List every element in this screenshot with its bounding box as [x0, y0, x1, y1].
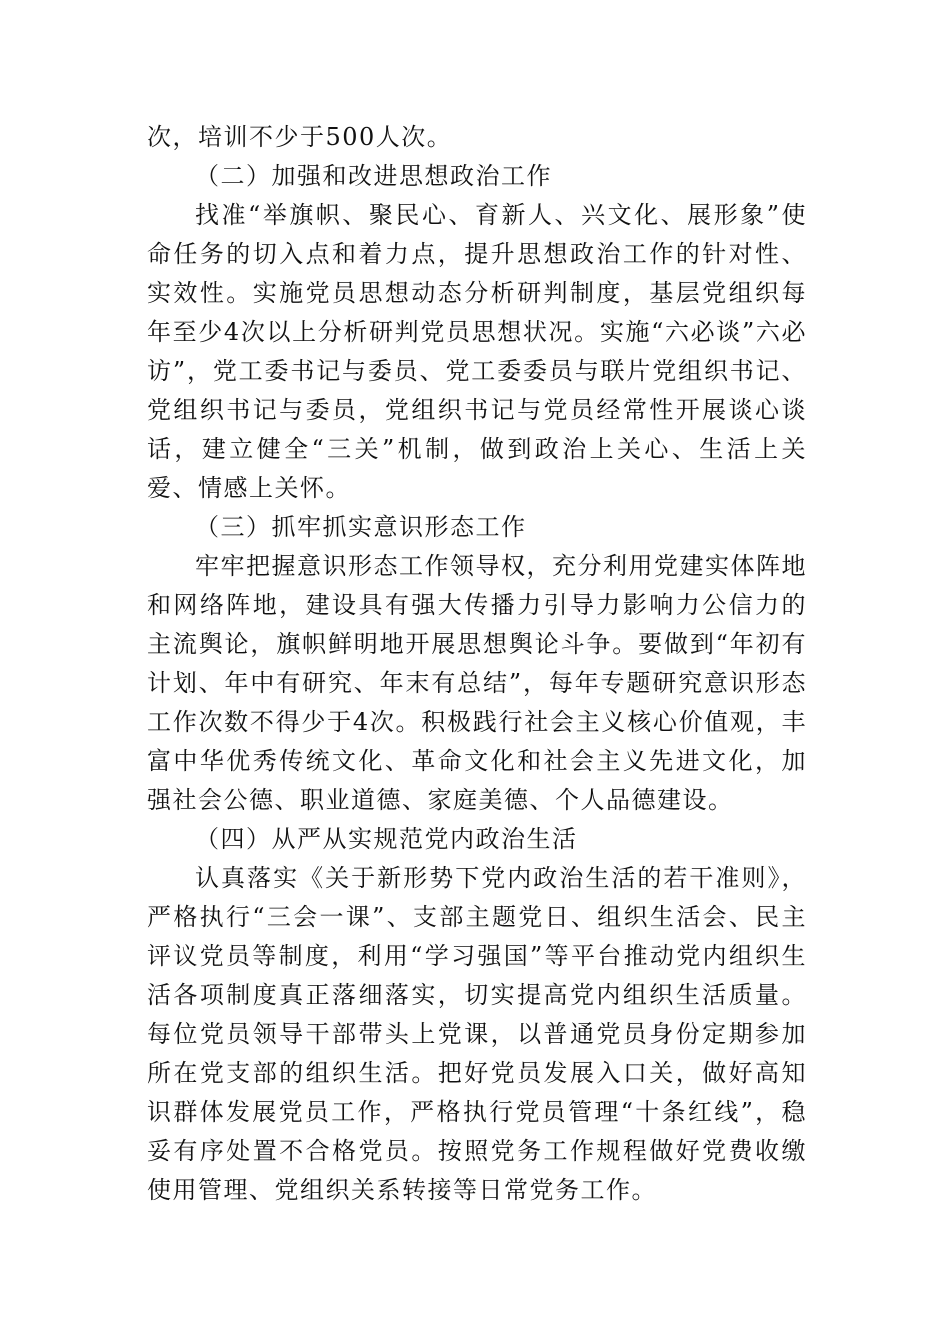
paragraph-ideology-work: 牢牢把握意识形态工作领导权，充分利用党建实体阵地和网络阵地，建设具有强大传播力引导力影响力公信力的主流舆论，旗帜鲜明地开展思想舆论斗争。要做到“年初有计划、年中有研究、年末有总结”，每年专题研究意识形态工作次数不得少于4次。积极践行社会主义核心价值观，丰富中华优秀传统文化、革命文化和社会主义先进文化，加强社会公德、职业道德、家庭美德、个人品德建设。 [147, 552, 807, 814]
section-heading-4: （四）从严从实规范党内政治生活 [195, 825, 578, 853]
paragraph-continuation: 次，培训不少于500人次。 [147, 123, 453, 151]
document-page [147, 118, 807, 1210]
section-heading-2: （二）加强和改进思想政治工作 [195, 162, 552, 190]
paragraph-ideological-work: 找准“举旗帜、聚民心、育新人、兴文化、展形象”使命任务的切入点和着力点，提升思想政治工作的针对性、实效性。实施党员思想动态分析研判制度，基层党组织每年至少4次以上分析研判党员思想状况。实施“六必谈”六必访”，党工委书记与委员、党工委委员与联片党组织书记、党组织书记与委员，党组织书记与党员经常性开展谈心谈话，建立健全“三关”机制，做到政治上关心、生活上关爱、情感上关怀。 [147, 201, 807, 502]
paragraph-party-life: 认真落实《关于新形势下党内政治生活的若干准则》，严格执行“三会一课”、支部主题党日、组织生活会、民主评议党员等制度，利用“学习强国”等平台推动党内组织生活各项制度真正落细落实，切实提高党内组织生活质量。每位党员领导干部带头上党课，以普通党员身份定期参加所在党支部的组织生活。把好党员发展入口关，做好高知识群体发展党员工作，严格执行党员管理“十条红线”，稳妥有序处置不合格党员。按照党务工作规程做好党费收缴使用管理、党组织关系转接等日常党务工作。 [147, 864, 807, 1204]
section-heading-3: （三）抓牢抓实意识形态工作 [195, 513, 527, 541]
